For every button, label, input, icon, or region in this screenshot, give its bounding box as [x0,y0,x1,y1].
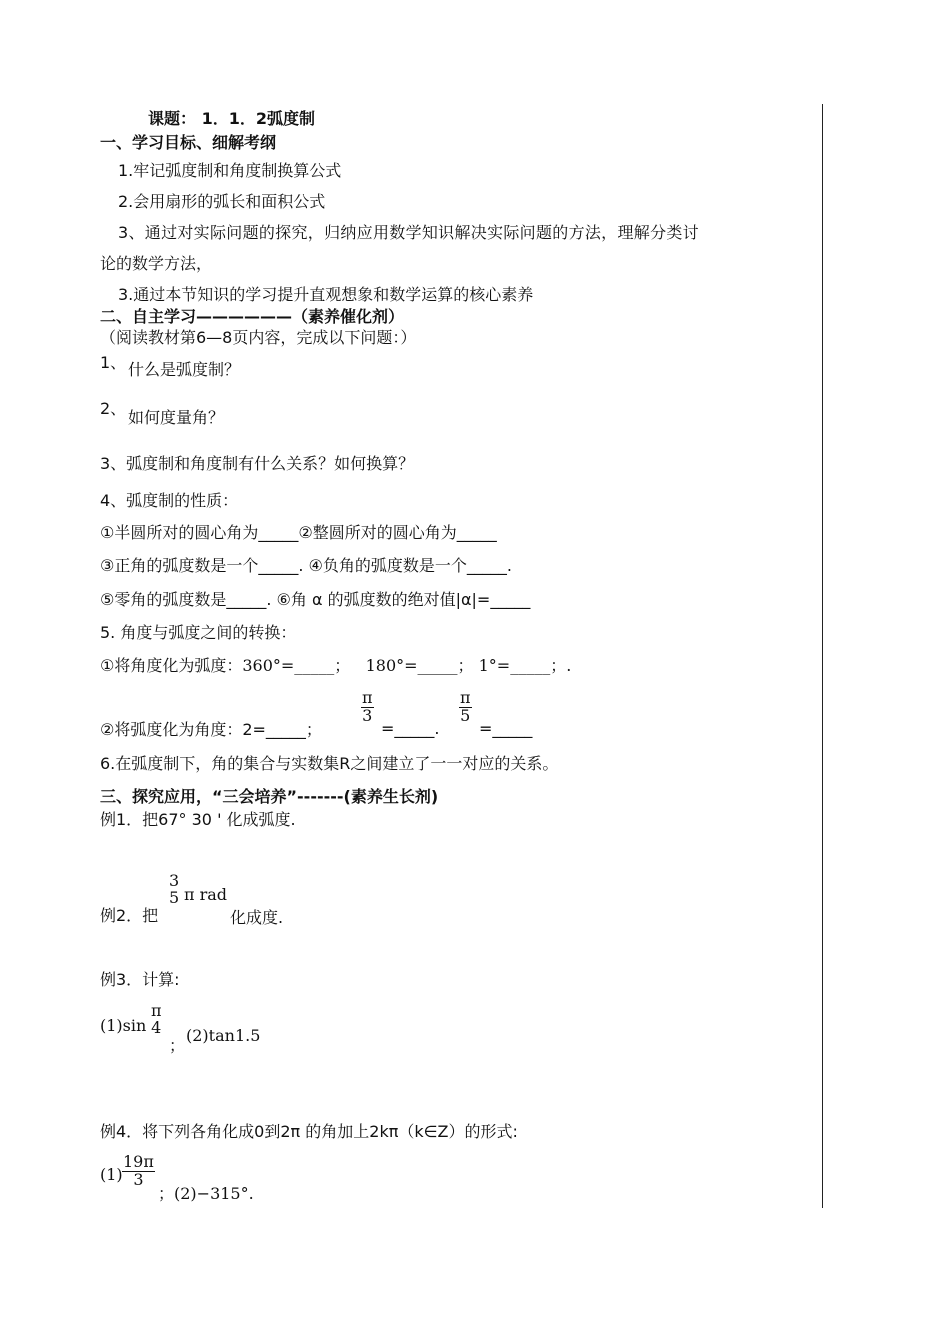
conversion-360: 360°=_____； [242,656,351,675]
fraction-pi-over-4 [150,1003,163,1037]
question-6: 6.在弧度制下，角的集合与实数集R之间建立了一一对应的关系。 [100,754,559,773]
fraction-pi-over-5 [459,690,472,725]
objective-item: 1.牢记弧度制和角度制换算公式 [118,161,342,180]
right-border-line [822,104,823,1208]
reading-intro: （阅读教材第6—8页内容，完成以下问题：） [100,328,417,347]
example-3-part-2: (2)tan1.5 [186,1026,261,1045]
question-5: 5. 角度与弧度之间的转换： [100,623,297,642]
example-3-separator: ； [169,1036,186,1055]
fraction-denominator: 3 [362,705,373,725]
example-2-suffix: 化成度. [230,908,284,927]
objective-item: 3.通过本节知识的学习提升直观想象和数学运算的核心素养 [118,285,534,304]
objective-item: 2.会用扇形的弧长和面积公式 [118,192,326,211]
fraction-numerator: 19π [123,1152,154,1171]
section3-heading: 三、探究应用，“三会培养”-------(素养生长剂) [100,787,439,806]
question-1: 什么是弧度制？ [128,360,241,379]
fraction-numerator: π [151,1001,162,1020]
example-2-unit: π rad [184,885,228,904]
conversion-line-1 [100,655,571,677]
fraction-denominator: 4 [151,1017,162,1037]
example-4-part-2: ；(2)−315°. [158,1184,254,1203]
example-3-part-1: (1)sin [100,1016,147,1035]
fraction-numerator: 3 [169,871,180,890]
property-line: ①半圆所对的圆心角为_____②整圆所对的圆心角为_____ [100,523,497,542]
fraction-denominator: 5 [169,887,180,907]
property-line: ③正角的弧度数是一个_____. ④负角的弧度数是一个_____. [100,556,512,575]
example-4-part-1: (1) [100,1165,123,1184]
conversion-2-end: =_____ [479,719,533,738]
example-3: 例3．计算: [100,970,180,989]
fraction-denominator: 3 [133,1169,144,1189]
conversion-180: 180°=_____； [365,656,474,675]
question-4: 4、弧度制的性质： [100,491,239,510]
fraction-3-over-5 [168,873,180,907]
question-1-number: 1、 [100,353,127,372]
conversion-1-prefix: ①将角度化为弧度： [100,656,243,675]
fraction-numerator: π [460,688,471,707]
conversion-2-mid: =_____. [381,719,440,738]
fraction-19pi-over-3 [122,1154,155,1189]
objective-item-cont: 论的数学方法， [100,254,213,273]
example-1: 例1．把67° 30 ' 化成弧度. [100,810,296,829]
fraction-denominator: 5 [460,705,471,725]
objective-item: 3、通过对实际问题的探究，归纳应用数学知识解决实际问题的方法，理解分类讨 [118,223,699,242]
question-2: 如何度量角？ [128,408,225,427]
section2-heading: 二、自主学习——————（素养催化剂） [100,307,405,326]
conversion-1deg: 1°=_____；. [478,656,572,675]
conversion-2-prefix: ②将弧度化为角度：2=_____； [100,720,322,739]
lesson-title: 课题： 1．1．2弧度制 [148,109,315,128]
fraction-numerator: π [362,688,373,707]
question-2-number: 2、 [100,399,127,418]
property-line: ⑤零角的弧度数是_____. ⑥角 α 的弧度数的绝对值|α|=_____ [100,590,531,609]
example-4: 例4．将下列各角化成0到2π 的角加上2kπ（k∈Z）的形式: [100,1122,518,1141]
section1-heading: 一、学习目标、细解考纲 [100,133,277,152]
fraction-pi-over-3 [361,690,374,725]
example-2-prefix: 例2．把 [100,906,159,925]
question-3: 3、弧度制和角度制有什么关系？如何换算？ [100,454,415,473]
